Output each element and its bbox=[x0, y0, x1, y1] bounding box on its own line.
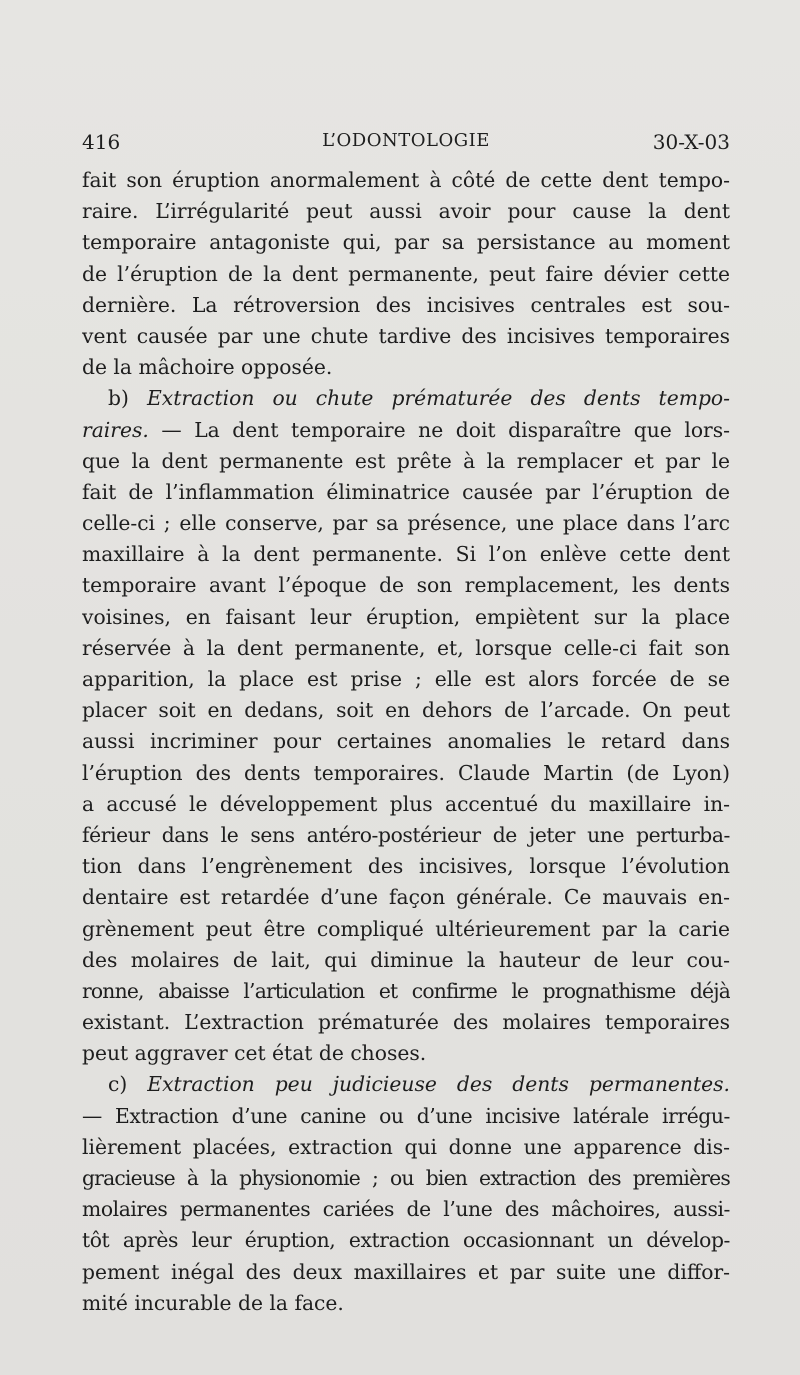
section-title: Extraction ou chute prématurée des dents tempo- bbox=[146, 386, 730, 411]
text-line: voisines, en faisant leur éruption, empiètent sur la place bbox=[82, 604, 730, 629]
text-line: pement inégal des deux maxillaires et par suite une diffor- bbox=[82, 1259, 730, 1284]
text-line: peut aggraver cet état de choses. bbox=[82, 1041, 427, 1066]
text-line: maxillaire à la dent permanente. Si l’on enlève cette dent bbox=[82, 542, 730, 567]
section-marker: c) bbox=[108, 1072, 148, 1097]
running-header bbox=[82, 130, 730, 162]
text-line: l’éruption des dents temporaires. Claude Martin (de Lyon) bbox=[82, 760, 730, 785]
text-line: ronne, abaisse l’articulation et confirme le prognathisme déjà bbox=[82, 978, 730, 1003]
text-line: tôt après leur éruption, extraction occasionnant un dévelop- bbox=[82, 1228, 730, 1253]
text-line: de l’éruption de la dent permanente, peut faire dévier cette bbox=[82, 261, 730, 286]
text-line: lièrement placées, extraction qui donne une apparence dis- bbox=[82, 1134, 730, 1159]
text-line: tion dans l’engrènement des incisives, lorsque l’évolution bbox=[82, 854, 730, 879]
text-line: apparition, la place est prise ; elle est alors forcée de se bbox=[82, 667, 730, 691]
section-title: raires. bbox=[82, 417, 149, 442]
section-title: Extraction peu judicieuse des dents permanentes. bbox=[147, 1072, 730, 1097]
text-line: existant. L’extraction prématurée des molaires temporaires bbox=[82, 1010, 730, 1035]
text-line: dentaire est retardée d’une façon générale. Ce mauvais en- bbox=[82, 885, 730, 910]
section-heading-c bbox=[82, 1069, 730, 1100]
text-line: temporaire antagoniste qui, par sa persistance au moment bbox=[82, 230, 730, 255]
text-line: que la dent permanente est prête à la remplacer et par le bbox=[82, 448, 730, 473]
section-marker: b) bbox=[108, 386, 147, 411]
page-number: 416 bbox=[82, 130, 121, 154]
text-line: raire. L’irrégularité peut aussi avoir pour cause la dent bbox=[82, 199, 730, 224]
text-line: vent causée par une chute tardive des incisives temporaires bbox=[82, 323, 730, 348]
text-line: mité incurable de la face. bbox=[82, 1290, 344, 1315]
text-line: grènement peut être compliqué ultérieurement par la carie bbox=[82, 916, 730, 941]
text-line: temporaire avant l’époque de son remplacement, les dents bbox=[82, 573, 730, 598]
issue-date: 30-X-03 bbox=[652, 130, 730, 154]
text-line: des molaires de lait, qui diminue la hauteur de leur cou- bbox=[82, 947, 730, 972]
text-line: dernière. La rétroversion des incisives centrales est sou- bbox=[82, 292, 730, 317]
text-line: férieur dans le sens antéro-postérieur de jeter une perturba- bbox=[82, 822, 730, 847]
text-line: a accusé le développement plus accentué du maxillaire in- bbox=[82, 791, 730, 816]
text-line: aussi incriminer pour certaines anomalies le retard dans bbox=[82, 729, 730, 754]
text-line: de la mâchoire opposée. bbox=[82, 355, 333, 380]
text-line: placer soit en dedans, soit en dehors de l’arcade. On peut bbox=[82, 698, 730, 723]
text-line: fait de l’inflammation éliminatrice causée par l’éruption de bbox=[82, 479, 730, 504]
text-line: — Extraction d’une canine ou d’une incisive latérale irrégu- bbox=[82, 1103, 730, 1128]
journal-title: L’ODONTOLOGIE bbox=[322, 130, 490, 151]
section-heading-b bbox=[82, 383, 730, 414]
text-line bbox=[82, 415, 730, 446]
text-line: fait son éruption anormalement à côté de cette dent tempo- bbox=[82, 168, 730, 192]
text-run: — La dent temporaire ne doit disparaître que lors- bbox=[148, 417, 730, 442]
body-text bbox=[82, 165, 730, 1319]
text-line: celle-ci ; elle conserve, par sa présence, une place dans l’arc bbox=[82, 511, 730, 536]
text-line: réservée à la dent permanente, et, lorsque celle-ci fait son bbox=[82, 635, 730, 660]
text-line: gracieuse à la physionomie ; ou bien extraction des premières bbox=[82, 1166, 730, 1190]
text-line: molaires permanentes cariées de l’une des mâchoires, aussi- bbox=[82, 1197, 730, 1222]
